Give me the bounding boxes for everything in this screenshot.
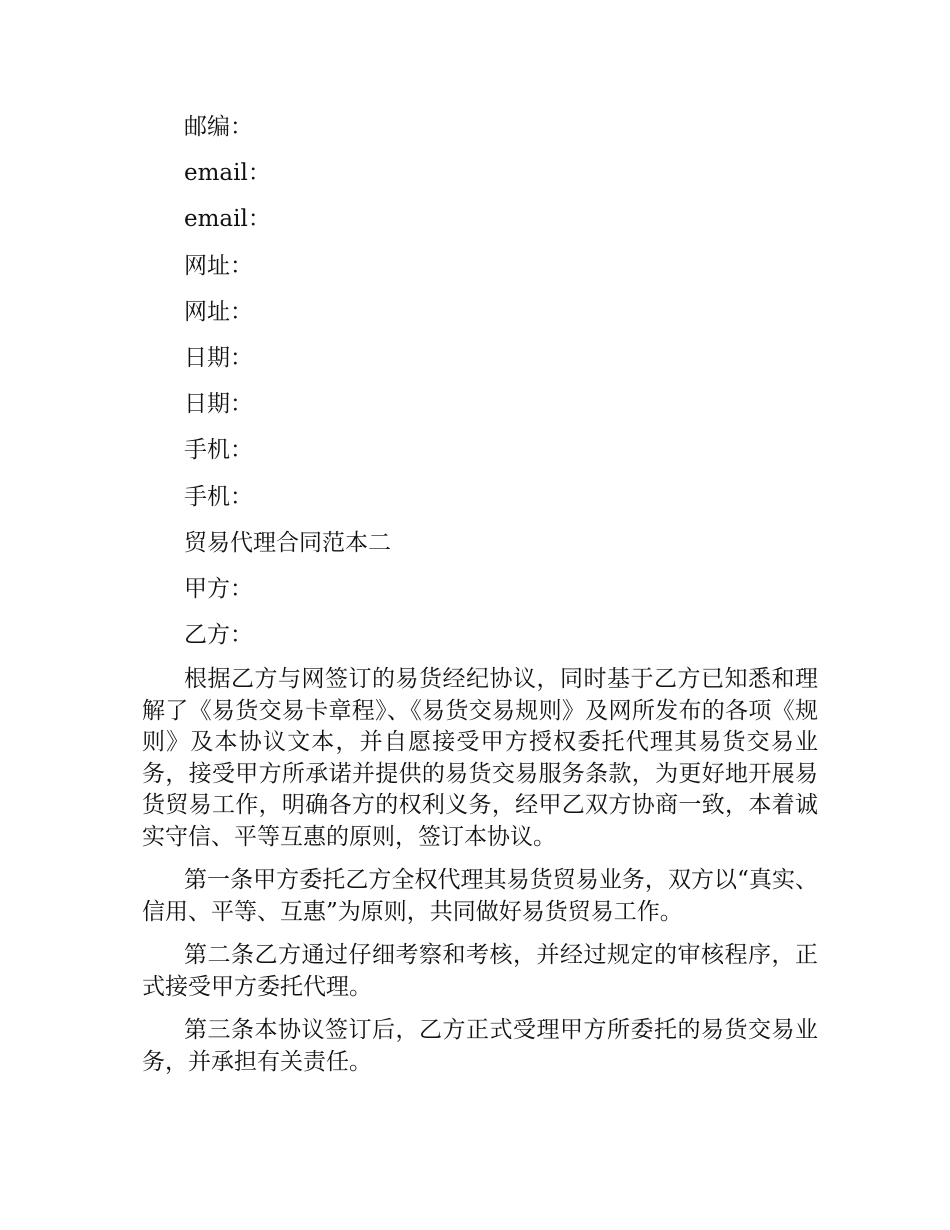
- email-label: email：: [184, 206, 271, 233]
- article-1-paragraph: 第一条甲方委托乙方全权代理其易货贸易业务，双方以“真实、信用、平等、互惠”为原则，共同做好易货贸易工作。: [142, 867, 818, 925]
- date-label: 日期：: [184, 344, 253, 371]
- party-a-label: 甲方：: [184, 575, 253, 602]
- party-b-label: 乙方：: [184, 622, 253, 649]
- mobile-label: 手机：: [184, 437, 253, 464]
- email-label: email：: [184, 160, 271, 187]
- date-label: 日期：: [184, 391, 253, 418]
- preamble-paragraph: 根据乙方与网签订的易货经纪协议，同时基于乙方已知悉和理解了《易货交易卡章程》、《易货交易规则》及网所发布的各项《规则》及本协议文本，并自愿接受甲方授权委托代理其易货交易业务，接受甲方所承诺并提供的易货交易服务条款，为更好地开展易货贸易工作，明确各方的权利义务，经甲乙双方协商一致，本着诚实守信、平等互惠的原则，签订本协议。: [142, 666, 818, 850]
- mobile-label: 手机：: [184, 483, 253, 510]
- postcode-label: 邮编：: [184, 114, 253, 140]
- section-title: 贸易代理合同范本二: [184, 529, 391, 556]
- article-3-paragraph: 第三条本协议签订后，乙方正式受理甲方所委托的易货交易业务，并承担有关责任。: [142, 1017, 818, 1075]
- website-label: 网址：: [184, 252, 253, 279]
- article-2-paragraph: 第二条乙方通过仔细考察和考核，并经过规定的审核程序，正式接受甲方委托代理。: [142, 942, 818, 1000]
- document-body: [142, 110, 818, 1090]
- website-label: 网址：: [184, 298, 253, 325]
